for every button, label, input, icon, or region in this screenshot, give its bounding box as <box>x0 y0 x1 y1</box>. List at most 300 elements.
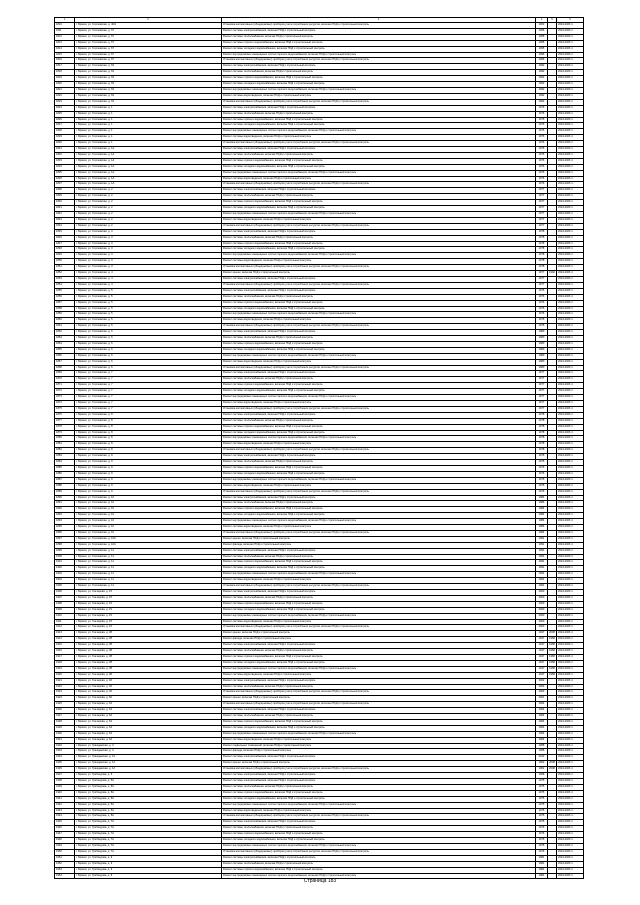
work-type-cell: Установка коллективных (общедомовых) приборов учета потребления ресурсов, включая ПСД и строительный контроль <box>222 223 536 229</box>
row-number: 1917 <box>55 654 75 660</box>
period-cell: 2024-2026 гг. <box>557 152 584 158</box>
work-type-cell: Ремонт системы теплоснабжения, включая ПСД и строительный контроль <box>222 861 536 867</box>
work-type-cell: Ремонт системы холодного водоснабжения, включая ПСД и строительный контроль <box>222 123 536 129</box>
build-year-cell: 1976 <box>536 129 548 135</box>
work-type-cell: Ремонт системы электроснабжения, включая ПСД и строительный контроль <box>222 548 536 554</box>
row-number: 1952 <box>55 861 75 867</box>
build-year-cell: 1978 <box>536 253 548 259</box>
work-type-cell: Ремонт системы электроснабжения, включая ПСД и строительный контроль <box>222 64 536 70</box>
address-cell: г. Брянск, ул. Гоголевская, д. 3 <box>75 247 222 253</box>
address-cell: г. Брянск, ул. Грибоедова, д. 5А <box>75 814 222 820</box>
work-type-cell: Ремонт системы электроснабжения, включая ПСД и строительный контроль <box>222 147 536 153</box>
row-number: 1825 <box>55 111 75 117</box>
build-year-cell: 1976 <box>536 306 548 312</box>
address-cell: г. Брянск, ул. Гоголевская, д. 6 <box>75 353 222 359</box>
period-cell: 2024-2026 гг. <box>557 212 584 218</box>
build-year-cell: 1980 <box>536 359 548 365</box>
row-number: 1812 <box>55 34 75 40</box>
address-cell: г. Брянск, ул. Гоголевская, д. 5 <box>75 324 222 330</box>
row-number: 1940 <box>55 790 75 796</box>
period-cell: 2024-2026 гг. <box>557 23 584 29</box>
build-year-cell: 1980 <box>536 365 548 371</box>
address-cell: г. Брянск, ул. Гончарова, д. 64 <box>75 737 222 743</box>
address-cell: г. Брянск, ул. Гоголевская, д. 7 <box>75 371 222 377</box>
row-number: 1901 <box>55 560 75 566</box>
period-cell: 2024-2026 гг. <box>557 731 584 737</box>
work-type-cell: Ремонт фасада, включая ПСД и строительный контроль <box>222 749 536 755</box>
row-number: 1845 <box>55 229 75 235</box>
address-cell: г. Брянск, ул. Грибоедова, д. 5 <box>75 773 222 779</box>
row-number: 1896 <box>55 530 75 536</box>
header-col-6: 6 <box>557 18 584 23</box>
address-cell: г. Брянск, ул. Гончарова, д. 64 <box>75 731 222 737</box>
row-number: 1880 <box>55 436 75 442</box>
build-year-cell: 1977 <box>536 206 548 212</box>
row-number: 1860 <box>55 318 75 324</box>
build-year-cell: 1978 <box>536 424 548 430</box>
row-number: 1928 <box>55 719 75 725</box>
period-cell: 2024-2026 гг. <box>557 359 584 365</box>
work-type-cell: Ремонт системы электроснабжения, включая ПСД и строительный контроль <box>222 276 536 282</box>
row-number: 1939 <box>55 784 75 790</box>
work-type-cell: Установка коллективных (общедомовых) приборов учета потребления ресурсов, включая ПСД и строительный контроль <box>222 489 536 495</box>
period-cell: 2024-2026 гг. <box>557 377 584 383</box>
work-type-cell: Ремонт крыши, включая ПСД и строительный контроль <box>222 536 536 542</box>
work-type-cell: Ремонт системы теплоснабжения, включая ПСД и строительный контроль <box>222 70 536 76</box>
work-type-cell: Ремонт системы электроснабжения, включая ПСД и строительный контроль <box>222 371 536 377</box>
address-cell: г. Брянск, ул. Грибоедова, д. 7А <box>75 832 222 838</box>
build-year-cell: 1984 <box>536 519 548 525</box>
build-year-cell: 1977 <box>536 212 548 218</box>
period-cell: 2024-2026 гг. <box>557 82 584 88</box>
period-cell: 2024-2026 гг. <box>557 87 584 93</box>
period-cell: 2024-2026 гг. <box>557 849 584 855</box>
address-cell: г. Брянск, ул. Гражданская, д. 3 <box>75 743 222 749</box>
work-type-cell: Ремонт системы водоотведения, включая ПСД и строительный контроль <box>222 318 536 324</box>
build-year-cell: 1984 <box>536 501 548 507</box>
work-type-cell: Ремонт системы электроснабжения, включая ПСД и строительный контроль <box>222 820 536 826</box>
row-number: 1837 <box>55 182 75 188</box>
address-cell: г. Брянск, ул. Гоголевская, д. 3 <box>75 253 222 259</box>
row-number: 1846 <box>55 235 75 241</box>
row-number: 1929 <box>55 725 75 731</box>
work-type-cell: Установка коллективных (общедомовых) приборов учета потребления ресурсов, включая ПСД и строительный контроль <box>222 23 536 29</box>
row-number: 1853 <box>55 276 75 282</box>
build-year-cell: 1947 <box>536 643 548 649</box>
address-cell: г. Брянск, ул. Гоголевская, д. 4 <box>75 271 222 277</box>
address-cell: г. Брянск, ул. Гоголевская, д. 1 <box>75 129 222 135</box>
row-number: 1829 <box>55 135 75 141</box>
row-number: 1815 <box>55 52 75 58</box>
row-number: 1935 <box>55 761 75 767</box>
period-cell: 2024-2026 гг. <box>557 170 584 176</box>
row-number: 1894 <box>55 519 75 525</box>
period-cell: 2024-2026 гг. <box>557 607 584 613</box>
period-cell: 2024-2026 гг. <box>557 52 584 58</box>
address-cell: г. Брянск, ул. Гоголевская, д. 5 <box>75 306 222 312</box>
build-year-cell: 1977 <box>536 188 548 194</box>
work-type-cell: Ремонт системы холодного водоснабжения, включая ПСД и строительный контроль <box>222 566 536 572</box>
row-number: 1840 <box>55 200 75 206</box>
row-number: 1897 <box>55 536 75 542</box>
address-cell: г. Брянск, ул. Гоголевская, д. 2 <box>75 188 222 194</box>
row-number: 1824 <box>55 105 75 111</box>
period-cell: 2024-2026 гг. <box>557 654 584 660</box>
work-type-cell: Ремонт системы горячего водоснабжения, включая ПСД и строительный контроль <box>222 341 536 347</box>
period-cell: 2024-2026 гг. <box>557 247 584 253</box>
work-type-cell: Ремонт системы холодного водоснабжения, включая ПСД и строительный контроль <box>222 82 536 88</box>
period-cell: 2024-2026 гг. <box>557 265 584 271</box>
row-number: 1887 <box>55 477 75 483</box>
address-cell: г. Брянск, ул. Гоголевская, д. 2 <box>75 206 222 212</box>
period-cell: 2024-2026 гг. <box>557 58 584 64</box>
row-number: 1849 <box>55 253 75 259</box>
address-cell: г. Брянск, ул. Гоголевская, д. 1А <box>75 164 222 170</box>
period-cell: 2024-2026 гг. <box>557 312 584 318</box>
address-cell: г. Брянск, ул. Гоголевская, д. 1 <box>75 111 222 117</box>
address-cell: г. Брянск, ул. Гоголевская, д. 63 <box>75 99 222 105</box>
address-cell: г. Брянск, ул. Гончарова, д. 38 <box>75 654 222 660</box>
address-cell: г. Брянск, ул. Гоголевская, д. 11 <box>75 572 222 578</box>
work-type-cell: Ремонт крыши, включая ПСД и строительный контроль <box>222 696 536 702</box>
work-type-cell: Установка коллективных (общедомовых) приборов учета потребления ресурсов, включая ПСД и строительный контроль <box>222 448 536 454</box>
build-year-cell: 2002 <box>536 678 548 684</box>
address-cell: г. Брянск, ул. Гоголевская, д. 63 <box>75 87 222 93</box>
work-type-cell: Установка коллективных (общедомовых) приборов учета потребления ресурсов, включая ПСД и строительный контроль <box>222 767 536 773</box>
row-number: 1942 <box>55 802 75 808</box>
work-type-cell: Ремонт внутридомовых инженерных систем горячего водоснабжения, включая ПСД и строительный контроль <box>222 129 536 135</box>
address-cell: г. Брянск, ул. Грибоедова, д. 9 <box>75 861 222 867</box>
address-cell: г. Брянск, ул. Грибоедова, д. 5А <box>75 784 222 790</box>
build-year-cell: 1984 <box>536 513 548 519</box>
address-cell: г. Брянск, ул. Гончарова, д. 40 <box>75 678 222 684</box>
row-number: 1868 <box>55 365 75 371</box>
build-year-cell: 1978 <box>536 436 548 442</box>
build-year-cell: 1981 <box>536 867 548 873</box>
build-year-cell: 1995 <box>536 46 548 52</box>
address-cell: г. Брянск, ул. Гоголевская, д. 9 <box>75 465 222 471</box>
row-number: 1930 <box>55 731 75 737</box>
build-year-cell: 1977 <box>536 395 548 401</box>
period-cell: 2024-2026 гг. <box>557 442 584 448</box>
period-cell: 2024-2026 гг. <box>557 353 584 359</box>
period-cell: 2024-2026 гг. <box>557 259 584 265</box>
build-year-cell: 1995 <box>536 40 548 46</box>
address-cell: г. Брянск, ул. Грибоедова, д. 7А <box>75 820 222 826</box>
address-cell: г. Брянск, ул. Гоголевская, д. 10 <box>75 525 222 531</box>
row-number: 1813 <box>55 40 75 46</box>
work-type-cell: Ремонт системы теплоснабжения, включая ПСД и строительный контроль <box>222 826 536 832</box>
build-year-cell: 1977 <box>536 200 548 206</box>
work-type-cell: Ремонт внутридомовых инженерных систем горячего водоснабжения, включая ПСД и строительный контроль <box>222 212 536 218</box>
address-cell: г. Брянск, ул. Гончарова, д. 15 <box>75 619 222 625</box>
build-year-cell: 1991 <box>536 536 548 542</box>
period-cell: 2024-2026 гг. <box>557 637 584 643</box>
period-cell: 2024-2026 гг. <box>557 271 584 277</box>
address-cell: г. Брянск, ул. Гоголевская, д. 67 <box>75 28 222 34</box>
row-number: 1909 <box>55 607 75 613</box>
address-cell: г. Брянск, ул. Гоголевская, д. 6 <box>75 341 222 347</box>
build-year-cell: 1977 <box>536 371 548 377</box>
build-year-cell: 1976 <box>536 117 548 123</box>
address-cell: г. Брянск, ул. Гоголевская, д. 1 <box>75 123 222 129</box>
build-year-cell: 1978 <box>536 430 548 436</box>
work-type-cell: Ремонт системы теплоснабжения, включая ПСД и строительный контроль <box>222 784 536 790</box>
work-type-cell: Ремонт внутридомовых инженерных систем горячего водоснабжения, включая ПСД и строительный контроль <box>222 436 536 442</box>
build-year-cell: 2000 <box>536 595 548 601</box>
period-cell: 2024-2026 гг. <box>557 855 584 861</box>
build-year-cell: 1978 <box>536 265 548 271</box>
period-cell: 2024-2026 гг. <box>557 235 584 241</box>
row-number: 1892 <box>55 507 75 513</box>
address-cell: г. Брянск, ул. Гончарова, д. 38 <box>75 643 222 649</box>
work-type-cell: Ремонт системы холодного водоснабжения, включая ПСД и строительный контроль <box>222 513 536 519</box>
address-cell: г. Брянск, ул. Гоголевская, д. 10А <box>75 536 222 542</box>
period-cell: 2024-2026 гг. <box>557 784 584 790</box>
repair-year-cell: 1968 <box>548 660 557 666</box>
build-year-cell: 1976 <box>536 176 548 182</box>
work-type-cell: Ремонт системы электроснабжения, включая ПСД и строительный контроль <box>222 643 536 649</box>
build-year-cell: 1976 <box>536 300 548 306</box>
address-cell: г. Брянск, ул. Гражданская, д. 12 <box>75 755 222 761</box>
address-cell: г. Брянск, ул. Гоголевская, д. 10 <box>75 530 222 536</box>
address-cell: г. Брянск, ул. Гоголевская, д. 8 <box>75 436 222 442</box>
register-table-container <box>54 17 583 879</box>
work-type-cell: Ремонт системы холодного водоснабжения, включая ПСД и строительный контроль <box>222 430 536 436</box>
build-year-cell: 1976 <box>536 135 548 141</box>
address-cell: г. Брянск, ул. Гончарова, д. 15 <box>75 590 222 596</box>
page-number: Страница 183 <box>303 878 337 884</box>
work-type-cell: Ремонт системы горячего водоснабжения, включая ПСД и строительный контроль <box>222 601 536 607</box>
row-number: 1874 <box>55 401 75 407</box>
work-type-cell: Ремонт системы горячего водоснабжения, включая ПСД и строительный контроль <box>222 300 536 306</box>
build-year-cell: 1976 <box>536 489 548 495</box>
build-year-cell: 1995 <box>536 52 548 58</box>
build-year-cell: 1975 <box>536 814 548 820</box>
row-number: 1922 <box>55 684 75 690</box>
address-cell: г. Брянск, ул. Гоголевская, д. 11 <box>75 566 222 572</box>
work-type-cell: Ремонт внутридомовых инженерных систем горячего водоснабжения, включая ПСД и строительный контроль <box>222 253 536 259</box>
row-number: 1861 <box>55 324 75 330</box>
build-year-cell: 1975 <box>536 796 548 802</box>
work-type-cell: Установка коллективных (общедомовых) приборов учета потребления ресурсов, включая ПСД и строительный контроль <box>222 690 536 696</box>
address-cell: г. Брянск, ул. Гоголевская, д. 1А <box>75 152 222 158</box>
address-cell: г. Брянск, ул. Гончарова, д. 15 <box>75 625 222 631</box>
work-type-cell: Ремонт системы водоотведения, включая ПСД и строительный контроль <box>222 672 536 678</box>
repair-year-cell: 1968 <box>548 649 557 655</box>
work-type-cell: Ремонт внутридомовых инженерных систем горячего водоснабжения, включая ПСД и строительный контроль <box>222 52 536 58</box>
build-year-cell: 1978 <box>536 247 548 253</box>
build-year-cell: 1980 <box>536 347 548 353</box>
row-number: 1951 <box>55 855 75 861</box>
address-cell: г. Брянск, ул. Гончарова, д. 64 <box>75 702 222 708</box>
build-year-cell: 1984 <box>536 525 548 531</box>
row-number: 1842 <box>55 212 75 218</box>
work-type-cell: Ремонт системы горячего водоснабжения, включая ПСД и строительный контроль <box>222 832 536 838</box>
address-cell: г. Брянск, ул. Гражданская, д. 12 <box>75 767 222 773</box>
row-number: 1850 <box>55 259 75 265</box>
work-type-cell: Ремонт системы водоотведения, включая ПСД и строительный контроль <box>222 578 536 584</box>
build-year-cell: 1977 <box>536 401 548 407</box>
address-cell: г. Брянск, ул. Грибоедова, д. 7А <box>75 838 222 844</box>
work-type-cell: Установка коллективных (общедомовых) приборов учета потребления ресурсов, включая ПСД и строительный контроль <box>222 282 536 288</box>
period-cell: 2024-2026 гг. <box>557 330 584 336</box>
build-year-cell: 1984 <box>536 495 548 501</box>
build-year-cell: 1958 <box>536 743 548 749</box>
address-cell: г. Брянск, ул. Гражданская, д. 3 <box>75 749 222 755</box>
period-cell: 2024-2026 гг. <box>557 99 584 105</box>
work-type-cell: Ремонт системы теплоснабжения, включая ПСД и строительный контроль <box>222 111 536 117</box>
work-type-cell: Ремонт системы холодного водоснабжения, включая ПСД и строительный контроль <box>222 164 536 170</box>
address-cell: г. Брянск, ул. Гоголевская, д. 7 <box>75 389 222 395</box>
build-year-cell: 1947 <box>536 654 548 660</box>
row-number: 1943 <box>55 808 75 814</box>
row-number: 1862 <box>55 330 75 336</box>
build-year-cell: 1977 <box>536 406 548 412</box>
period-cell: 2024-2026 гг. <box>557 867 584 873</box>
address-cell: г. Брянск, ул. Гоголевская, д. 8 <box>75 424 222 430</box>
build-year-cell: 1977 <box>536 194 548 200</box>
header-col-4: 4 <box>536 18 548 23</box>
address-cell: г. Брянск, ул. Гоголевская, д. 8 <box>75 448 222 454</box>
period-cell: 2024-2026 гг. <box>557 465 584 471</box>
period-cell: 2024-2026 гг. <box>557 802 584 808</box>
address-cell: г. Брянск, ул. Гоголевская, д. 67 <box>75 58 222 64</box>
row-number: 1866 <box>55 353 75 359</box>
period-cell: 2024-2026 гг. <box>557 826 584 832</box>
build-year-cell: 1991 <box>536 572 548 578</box>
address-cell: г. Брянск, ул. Гоголевская, д. 63 <box>75 93 222 99</box>
build-year-cell: 1995 <box>536 34 548 40</box>
capital-repair-register-table <box>54 17 584 879</box>
period-cell: 2024-2026 гг. <box>557 513 584 519</box>
address-cell: г. Брянск, ул. Гоголевская, д. 7 <box>75 377 222 383</box>
row-number: 1819 <box>55 76 75 82</box>
work-type-cell: Ремонт системы водоотведения, включая ПСД и строительный контроль <box>222 217 536 223</box>
build-year-cell: 1976 <box>536 312 548 318</box>
row-number: 1931 <box>55 737 75 743</box>
repair-year-cell: 1968 <box>548 637 557 643</box>
repair-year-cell: 1968 <box>548 654 557 660</box>
address-cell: г. Брянск, ул. Гоголевская, д. 11 <box>75 548 222 554</box>
address-cell: г. Брянск, ул. Гончарова, д. 15 <box>75 601 222 607</box>
period-cell: 2024-2026 гг. <box>557 530 584 536</box>
build-year-cell: 2000 <box>536 619 548 625</box>
build-year-cell: 1977 <box>536 276 548 282</box>
row-number: 1882 <box>55 448 75 454</box>
build-year-cell: 1991 <box>536 548 548 554</box>
work-type-cell: Ремонт внутридомовых инженерных систем горячего водоснабжения, включая ПСД и строительный контроль <box>222 395 536 401</box>
address-cell: г. Брянск, ул. Грибоедова, д. 7А <box>75 849 222 855</box>
work-type-cell: Ремонт системы холодного водоснабжения, включая ПСД и строительный контроль <box>222 347 536 353</box>
work-type-cell: Ремонт системы горячего водоснабжения, включая ПСД и строительный контроль <box>222 200 536 206</box>
build-year-cell: 1978 <box>536 259 548 265</box>
work-type-cell: Ремонт системы теплоснабжения, включая ПСД и строительный контроль <box>222 294 536 300</box>
period-cell: 2024-2026 гг. <box>557 436 584 442</box>
work-type-cell: Ремонт системы теплоснабжения, включая ПСД и строительный контроль <box>222 377 536 383</box>
period-cell: 2024-2026 гг. <box>557 814 584 820</box>
period-cell: 2024-2026 гг. <box>557 412 584 418</box>
work-type-cell: Ремонт внутридомовых инженерных систем горячего водоснабжения, включая ПСД и строительный контроль <box>222 353 536 359</box>
repair-year-cell: 1992 <box>548 271 557 277</box>
address-cell: г. Брянск, ул. Гоголевская, д. 8 <box>75 418 222 424</box>
work-type-cell: Ремонт крыши, включая ПСД и строительный контроль <box>222 631 536 637</box>
period-cell: 2024-2026 гг. <box>557 123 584 129</box>
build-year-cell: 2000 <box>536 613 548 619</box>
period-cell: 2024-2026 гг. <box>557 389 584 395</box>
address-cell: г. Брянск, ул. Гоголевская, д. 6 <box>75 365 222 371</box>
row-number: 1859 <box>55 312 75 318</box>
row-number: 1936 <box>55 767 75 773</box>
work-type-cell: Ремонт системы электроснабжения, включая ПСД и строительный контроль <box>222 412 536 418</box>
period-cell: 2024-2026 гг. <box>557 725 584 731</box>
build-year-cell: 1976 <box>536 111 548 117</box>
row-number: 1877 <box>55 418 75 424</box>
build-year-cell: 1992 <box>536 99 548 105</box>
work-type-cell: Ремонт системы теплоснабжения, включая ПСД и строительный контроль <box>222 235 536 241</box>
address-cell: г. Брянск, ул. Гоголевская, д. 67 <box>75 34 222 40</box>
work-type-cell: Ремонт системы горячего водоснабжения, включая ПСД и строительный контроль <box>222 507 536 513</box>
row-number: 1841 <box>55 206 75 212</box>
build-year-cell: 1947 <box>536 637 548 643</box>
row-number: 1836 <box>55 176 75 182</box>
address-cell: г. Брянск, ул. Гоголевская, д. 9 <box>75 460 222 466</box>
row-number: 1918 <box>55 660 75 666</box>
address-cell: г. Брянск, ул. Гоголевская, д. 3 <box>75 229 222 235</box>
build-year-cell: 1995 <box>536 28 548 34</box>
row-number: 1828 <box>55 129 75 135</box>
build-year-cell: 1978 <box>536 442 548 448</box>
row-number: 1855 <box>55 288 75 294</box>
build-year-cell: 1977 <box>536 383 548 389</box>
build-year-cell: 1976 <box>536 454 548 460</box>
work-type-cell: Ремонт внутридомовых инженерных систем горячего водоснабжения, включая ПСД и строительный контроль <box>222 613 536 619</box>
work-type-cell: Ремонт системы теплоснабжения, включая ПСД и строительный контроль <box>222 418 536 424</box>
period-cell: 2024-2026 гг. <box>557 643 584 649</box>
build-year-cell: 1976 <box>536 105 548 111</box>
period-cell: 2024-2026 гг. <box>557 601 584 607</box>
build-year-cell: 1976 <box>536 164 548 170</box>
row-number: 1941 <box>55 796 75 802</box>
address-cell: г. Брянск, ул. Гоголевская, д. 3 <box>75 235 222 241</box>
address-cell: г. Брянск, ул. Гоголевская, д. 5 <box>75 318 222 324</box>
period-cell: 2024-2026 гг. <box>557 595 584 601</box>
work-type-cell: Ремонт внутридомовых инженерных систем горячего водоснабжения, включая ПСД и строительный контроль <box>222 843 536 849</box>
work-type-cell: Ремонт системы электроснабжения, включая ПСД и строительный контроль <box>222 229 536 235</box>
address-cell: г. Брянск, ул. Гончарова, д. 38 <box>75 672 222 678</box>
row-number: 1857 <box>55 300 75 306</box>
build-year-cell: 1976 <box>536 288 548 294</box>
work-type-cell: Ремонт системы холодного водоснабжения, включая ПСД и строительный контроль <box>222 306 536 312</box>
period-cell: 2024-2026 гг. <box>557 129 584 135</box>
address-cell: г. Брянск, ул. Гоголевская, д. 2 <box>75 217 222 223</box>
period-cell: 2024-2026 гг. <box>557 660 584 666</box>
build-year-cell: 1978 <box>536 412 548 418</box>
work-type-cell: Ремонт системы водоотведения, включая ПСД и строительный контроль <box>222 737 536 743</box>
address-cell: г. Брянск, ул. Гоголевская, д. 8 <box>75 412 222 418</box>
work-type-cell: Ремонт фасада, включая ПСД и строительный контроль <box>222 542 536 548</box>
build-year-cell: 1962 <box>536 767 548 773</box>
address-cell: г. Брянск, ул. Гончарова, д. 64 <box>75 719 222 725</box>
period-cell: 2024-2026 гг. <box>557 105 584 111</box>
row-number: 1823 <box>55 99 75 105</box>
address-cell: г. Брянск, ул. Гончарова, д. 64 <box>75 725 222 731</box>
period-cell: 2024-2026 гг. <box>557 666 584 672</box>
build-year-cell: 1975 <box>536 802 548 808</box>
row-number: 1864 <box>55 341 75 347</box>
period-cell: 2024-2026 гг. <box>557 341 584 347</box>
period-cell: 2024-2026 гг. <box>557 613 584 619</box>
